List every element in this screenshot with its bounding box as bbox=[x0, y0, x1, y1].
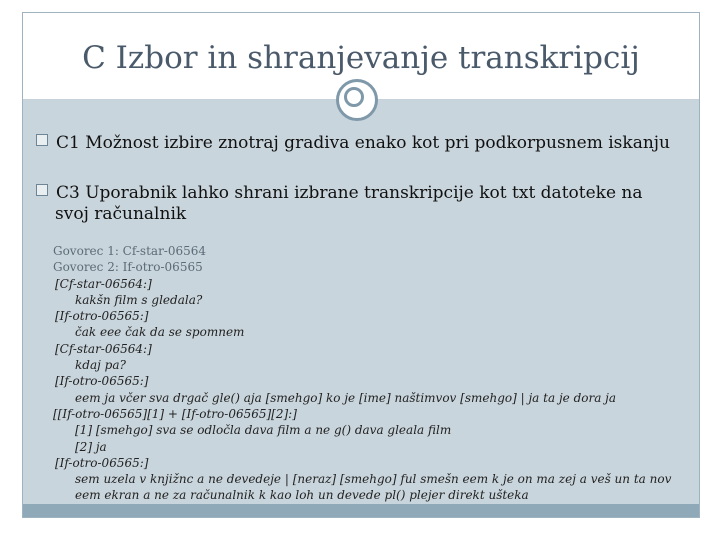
square-bullet-icon bbox=[36, 134, 48, 146]
transcript-line: [If-otro-06565:] bbox=[55, 455, 149, 470]
circle-ornament-inner bbox=[344, 87, 364, 107]
content-area bbox=[23, 100, 699, 504]
transcript-line: eem ja včer sva drgač gle() aja [smehgo] ko je [ime] naštimvov [smehgo] | ja ta je dora ja bbox=[75, 390, 617, 405]
transcript-line: [If-otro-06565:] bbox=[55, 309, 149, 324]
bullet-c3 bbox=[36, 183, 676, 225]
transcript-line: kdaj pa? bbox=[75, 358, 126, 373]
transcript-sample bbox=[53, 243, 693, 504]
transcript-line: [If-otro-06565:] bbox=[55, 374, 149, 389]
footer-band bbox=[23, 504, 699, 517]
transcript-line: [Cf-star-06564:] bbox=[55, 341, 152, 356]
transcript-line: kakšn film s gledala? bbox=[75, 292, 203, 307]
transcript-line: sem uzela v knjižnc a ne devedeje | [neraz] [smehgo] ful smešn eem k je on ma zej a veš un ta nov bbox=[75, 472, 672, 487]
slide-title: C Izbor in shranjevanje transkripcij bbox=[82, 40, 640, 76]
speaker-2: Govorec 2: If-otro-06565 bbox=[53, 260, 203, 275]
transcript-line: [1] [smehgo] sva se odločla dava film a ne g() dava gleala film bbox=[75, 423, 452, 438]
bullet-c3-text-line1: C3 Uporabnik lahko shrani izbrane transkripcije kot txt datoteke na bbox=[56, 183, 643, 203]
bullet-c1 bbox=[36, 133, 696, 154]
bullet-c1-text: C1 Možnost izbire znotraj gradiva enako kot pri podkorpusnem iskanju bbox=[56, 133, 671, 153]
transcript-line: [[If-otro-06565][1] + [If-otro-06565][2]:] bbox=[53, 406, 297, 421]
square-bullet-icon bbox=[36, 184, 48, 196]
speaker-1: Govorec 1: Cf-star-06564 bbox=[53, 244, 207, 258]
slide-frame bbox=[22, 12, 700, 518]
transcript-line: [Cf-star-06564:] bbox=[55, 276, 152, 291]
circle-ornament-icon bbox=[336, 79, 378, 121]
transcript-line: [2] ja bbox=[75, 439, 107, 454]
transcript-line: čak eee čak da se spomnem bbox=[75, 325, 245, 340]
transcript-line: eem ekran a ne za računalnik k kao loh un devede pl() plejer direkt ušteka bbox=[75, 488, 529, 503]
bullet-c3-text-line2: svoj računalnik bbox=[55, 204, 187, 224]
